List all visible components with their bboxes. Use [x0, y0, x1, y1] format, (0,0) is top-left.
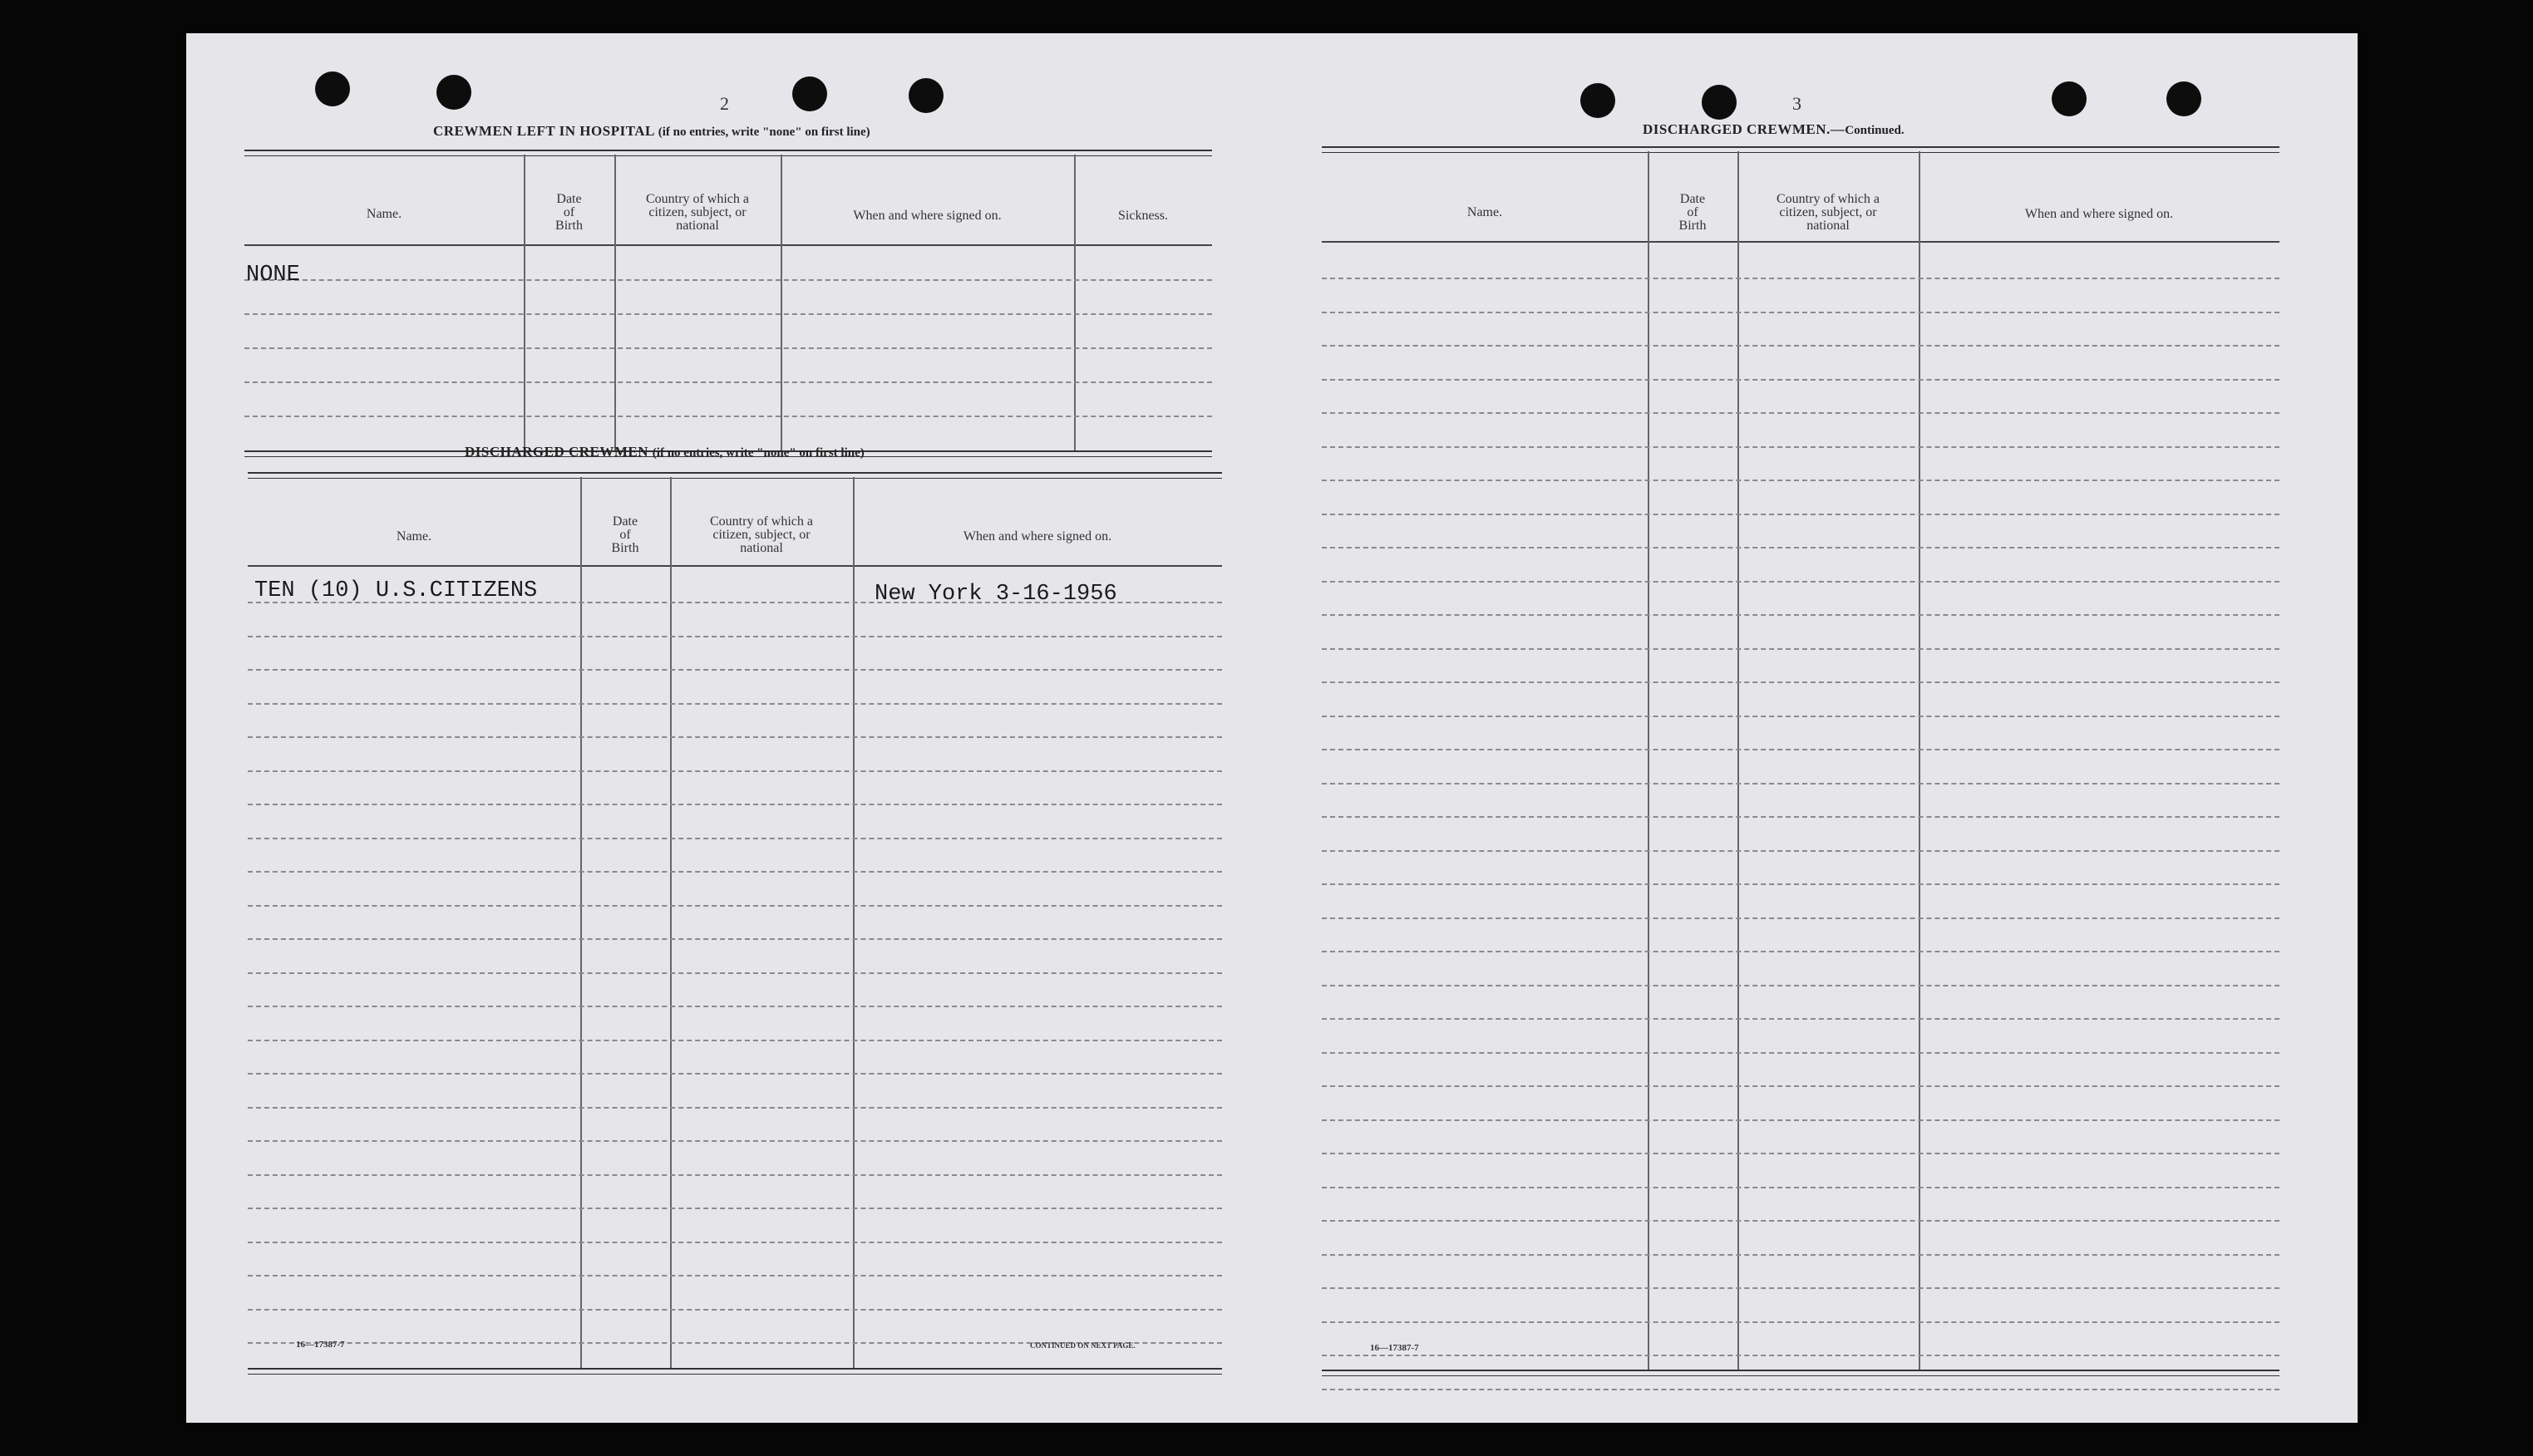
column-divider: [670, 477, 672, 1368]
table-row: [244, 279, 1212, 281]
table-row: [1322, 278, 2279, 279]
document-sheet: [186, 33, 2358, 1423]
table-row: [248, 871, 1222, 873]
page-number-right: 3: [1792, 93, 1801, 114]
header-bottom-rule: [1322, 241, 2279, 243]
header-signed-on: When and where signed on.: [2024, 207, 2174, 221]
punch-hole-icon: [315, 71, 350, 106]
discharged-continued-table: [1322, 146, 2279, 1375]
header-bottom-rule: [244, 244, 1212, 246]
discharged-section-title: [465, 444, 865, 460]
discharged-table: [248, 472, 1222, 1373]
table-row: [1322, 951, 2279, 952]
table-row: [1322, 1220, 2279, 1222]
table-row: [244, 313, 1212, 315]
punch-hole-icon: [792, 76, 827, 111]
header-name: Name.: [1466, 205, 1503, 219]
punch-hole-icon: [2052, 81, 2087, 116]
punch-hole-icon: [1702, 85, 1737, 120]
table-row: [248, 972, 1222, 974]
table-row: [1322, 379, 2279, 381]
hospital-title-text: CREWMEN LEFT IN HOSPITAL: [433, 123, 654, 139]
header-signed-on: When and where signed on.: [963, 529, 1112, 544]
table-row: [248, 736, 1222, 738]
hospital-title-note: (if no entries, write "none" on first line): [658, 125, 870, 139]
table-bottom-rule: [1322, 1370, 2279, 1376]
table-row: [248, 703, 1222, 705]
column-divider: [853, 477, 855, 1368]
table-row: [1322, 1254, 2279, 1256]
table-bottom-rule: [248, 1368, 1222, 1375]
table-row: [248, 838, 1222, 839]
discharged-entry-signed-on: New York 3-16-1956: [875, 582, 1117, 607]
table-row: [1322, 985, 2279, 986]
punch-hole-icon: [436, 75, 471, 110]
column-divider: [580, 477, 582, 1368]
table-row: [1322, 648, 2279, 650]
table-row: [248, 669, 1222, 671]
header-name: Name.: [396, 529, 432, 544]
table-row: [248, 1208, 1222, 1209]
header-country: Country of which a citizen, subject, or national: [710, 514, 813, 555]
table-row: [1322, 1085, 2279, 1087]
header-dob: Date of Birth: [611, 514, 639, 555]
table-row: [248, 770, 1222, 772]
table-row: [1322, 883, 2279, 885]
discharged-title-text: DISCHARGED CREWMEN: [465, 444, 649, 460]
table-row: [1322, 1287, 2279, 1289]
header-signed-on: When and where signed on.: [853, 209, 1002, 223]
continued-title-text: DISCHARGED CREWMEN.—: [1643, 121, 1846, 137]
page-number-left: 2: [720, 93, 729, 114]
table-row: [248, 1006, 1222, 1007]
table-row: [1322, 312, 2279, 313]
table-row: [248, 1275, 1222, 1276]
table-row: [1322, 716, 2279, 717]
punch-hole-icon: [1580, 83, 1615, 118]
hospital-table: [244, 150, 1212, 455]
table-row: [1322, 412, 2279, 414]
table-row: [248, 1174, 1222, 1176]
hospital-section-title: [433, 123, 870, 140]
table-row: [1322, 681, 2279, 683]
table-row: [1322, 547, 2279, 548]
punch-hole-icon: [909, 78, 944, 113]
column-divider: [781, 155, 782, 450]
table-row: [248, 938, 1222, 940]
table-row: [1322, 783, 2279, 785]
table-row: [1322, 1119, 2279, 1121]
header-sickness: Sickness.: [1118, 209, 1168, 223]
table-row: [1322, 446, 2279, 448]
table-row: [248, 636, 1222, 637]
table-row: [1322, 1052, 2279, 1054]
hospital-entry-name: NONE: [246, 263, 300, 288]
table-row: [1322, 749, 2279, 750]
table-row: [244, 381, 1212, 383]
header-country: Country of which a citizen, subject, or national: [646, 192, 749, 233]
discharged-title-note: (if no entries, write "none" on first line): [652, 446, 865, 460]
table-row: [1322, 1153, 2279, 1154]
table-row: [244, 416, 1212, 417]
table-row: [248, 804, 1222, 805]
continued-note: CONTINUED ON NEXT PAGE.: [1030, 1341, 1136, 1350]
table-row: [1322, 1018, 2279, 1020]
table-top-rule: [244, 150, 1212, 156]
table-row: [1322, 1321, 2279, 1323]
header-bottom-rule: [248, 565, 1222, 567]
table-row: [248, 905, 1222, 907]
table-row: [248, 1107, 1222, 1109]
table-row: [1322, 614, 2279, 616]
header-dob: Date of Birth: [555, 192, 583, 233]
table-row: [244, 347, 1212, 349]
table-row: [248, 1242, 1222, 1243]
table-row: [248, 1040, 1222, 1041]
punch-hole-icon: [2166, 81, 2201, 116]
table-top-rule: [1322, 146, 2279, 153]
table-row: [248, 1073, 1222, 1075]
table-row: [1322, 1389, 2279, 1390]
header-name: Name.: [366, 207, 402, 221]
table-row: [1322, 816, 2279, 818]
table-row: [1322, 581, 2279, 583]
table-row: [1322, 1187, 2279, 1188]
table-top-rule: [248, 472, 1222, 479]
table-row: [1322, 345, 2279, 347]
table-row: [248, 1309, 1222, 1311]
discharged-entry-name: TEN (10) U.S.CITIZENS: [254, 578, 538, 603]
table-row: [1322, 917, 2279, 919]
header-country: Country of which a citizen, subject, or national: [1777, 192, 1880, 233]
table-row: [1322, 514, 2279, 515]
continued-title-suffix: Continued.: [1845, 124, 1905, 137]
header-dob: Date of Birth: [1678, 192, 1707, 233]
discharged-continued-title: [1643, 121, 1905, 138]
table-row: [1322, 1355, 2279, 1356]
table-row: [1322, 480, 2279, 481]
form-number-right: 16—17387-7: [1370, 1343, 1419, 1353]
table-row: [1322, 850, 2279, 852]
form-number-left: 16—17387-7: [296, 1340, 345, 1350]
table-row: [248, 1140, 1222, 1142]
column-divider: [1074, 155, 1076, 450]
